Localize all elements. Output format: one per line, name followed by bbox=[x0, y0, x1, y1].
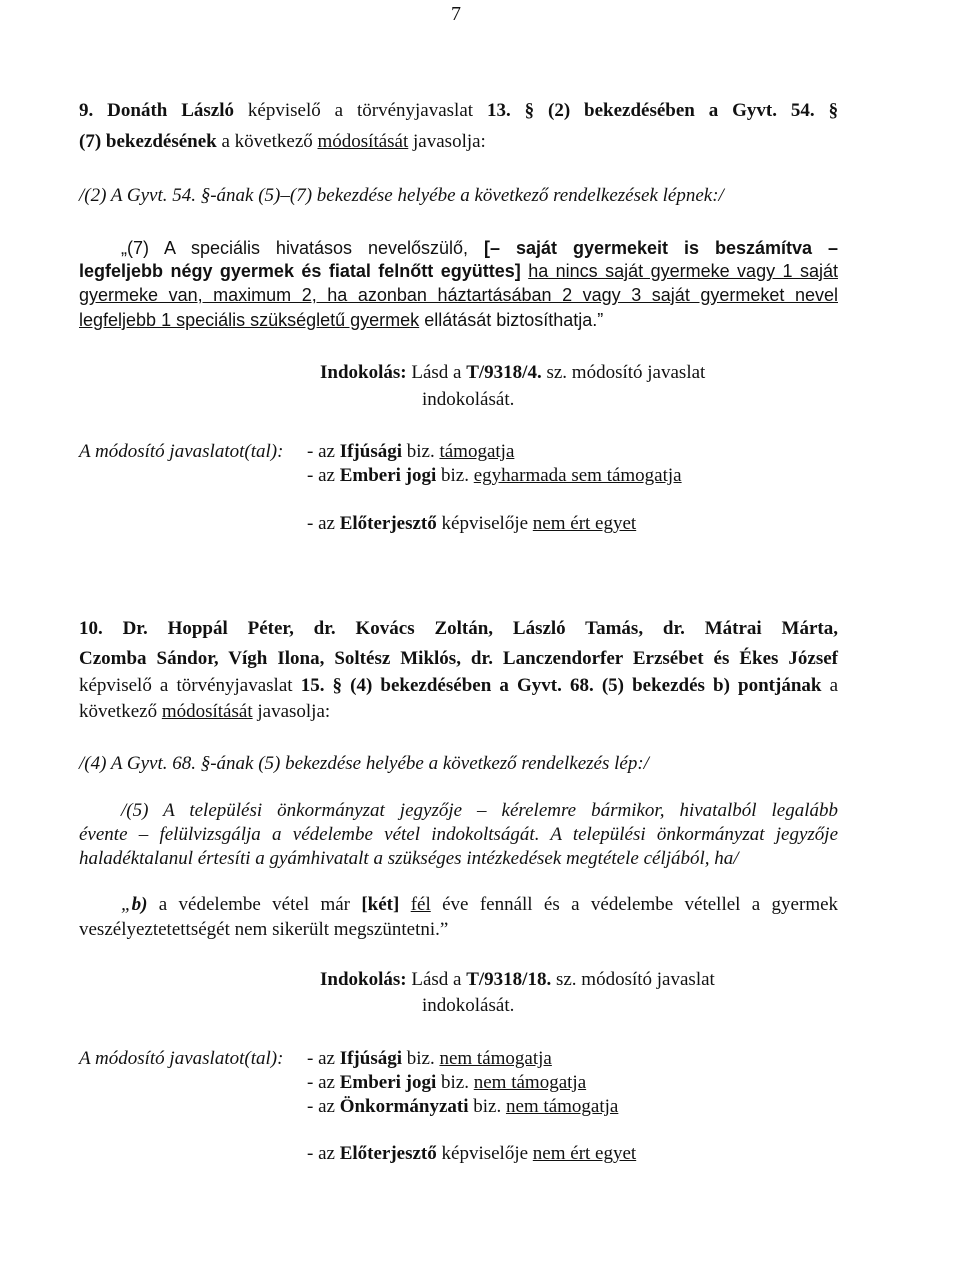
committee-suffix: biz. bbox=[406, 1048, 435, 1069]
reasoning bbox=[320, 361, 705, 385]
committee-name: Önkormányzati bbox=[339, 1096, 469, 1117]
amendment-10-heading-line2: Czomba Sándor, Vígh Ilona, Soltész Miklós, dr. Lanczendorfer Erzsébet és Ékes József bbox=[79, 648, 838, 669]
committee-name: Ifjúsági bbox=[339, 441, 402, 462]
presenter-name: Előterjesztő bbox=[339, 1143, 437, 1164]
text-segment: [két] bbox=[361, 894, 400, 915]
heading-text: a bbox=[829, 675, 839, 696]
heading-text: módosítását bbox=[161, 701, 253, 722]
amendment-10-italic-line1: /(5) A települési önkormányzat jegyzője – kérelemre bármikor, hivatalból legalább bbox=[121, 800, 838, 821]
heading-text: javasolja: bbox=[257, 701, 331, 722]
text-segment: b) bbox=[131, 894, 148, 915]
amendment-10-intro: /(4) A Gyvt. 68. §-ának (5) bekezdése helyébe a következő rendelkezés lép:/ bbox=[79, 753, 649, 774]
reasoning-text: sz. módosító javaslat bbox=[546, 362, 706, 383]
reasoning-text: Lásd a bbox=[411, 362, 462, 383]
amendment-9-text-line1 bbox=[121, 236, 838, 260]
heading-ref: § bbox=[828, 100, 839, 121]
committee-status: nem támogatja bbox=[439, 1048, 552, 1069]
amendment-10-quote-line1 bbox=[121, 893, 838, 917]
amendment-9-heading-line1 bbox=[79, 99, 838, 123]
amendment-10-italic-line2: évente – felülvizsgálja a védelembe vétel indokoltságát. A települési önkormányzat jegyzője bbox=[79, 824, 838, 845]
reasoning-doc: T/9318/18. bbox=[466, 969, 552, 990]
heading-ref: 13. bbox=[486, 100, 511, 121]
text-segment: legfeljebb 1 speciális szükségletű gyermek bbox=[79, 310, 420, 330]
presenter-opinion bbox=[307, 1142, 636, 1166]
amendment-9-intro: /(2) A Gyvt. 54. §-ának (5)–(7) bekezdése helyébe a következő rendelkezések lépnek:/ bbox=[79, 185, 724, 206]
committee-prefix: - az bbox=[307, 1048, 335, 1069]
amendment-10-italic-line3: haladéktalanul értesíti a gyámhivatalt a szükséges intézkedések megtétele céljából, ha/ bbox=[79, 848, 739, 869]
committee-opinion bbox=[307, 1071, 586, 1095]
committee-status: támogatja bbox=[439, 441, 515, 462]
presenter-suffix: képviselője bbox=[441, 1143, 529, 1164]
presenter-prefix: - az bbox=[307, 1143, 335, 1164]
heading-text: képviselő a törvényjavaslat bbox=[247, 100, 474, 121]
presenter-status: nem ért egyet bbox=[532, 513, 637, 534]
reasoning-label: Indokolás: bbox=[320, 362, 407, 383]
committee-prefix: - az bbox=[307, 441, 335, 462]
heading-text: képviselő a törvényjavaslat bbox=[79, 675, 293, 696]
committee-prefix: - az bbox=[307, 1072, 335, 1093]
page-number: 7 bbox=[451, 3, 461, 25]
committee-suffix: biz. bbox=[441, 1072, 469, 1093]
committee-status: egyharmada sem támogatja bbox=[473, 465, 682, 486]
presenter-name: Előterjesztő bbox=[339, 513, 437, 534]
heading-text: javasolja: bbox=[413, 131, 486, 152]
committee-name: Emberi jogi bbox=[339, 1072, 437, 1093]
heading-text: a következő bbox=[221, 131, 313, 152]
committee-suffix: biz. bbox=[406, 441, 435, 462]
amendment-10-heading-line3 bbox=[79, 674, 838, 698]
presenter-status: nem ért egyet bbox=[532, 1143, 637, 1164]
committee-prefix: - az bbox=[307, 1096, 335, 1117]
reasoning bbox=[320, 968, 715, 992]
committee-opinion bbox=[307, 464, 682, 488]
amendment-9-heading-line2 bbox=[79, 130, 486, 154]
text-segment: ellátását biztosíthatja.” bbox=[424, 310, 604, 330]
committee-suffix: biz. bbox=[473, 1096, 502, 1117]
heading-ref: § (2) bekezdésében a Gyvt. 54. bbox=[524, 100, 815, 121]
reasoning-continued: indokolását. bbox=[422, 389, 515, 410]
committee-status: nem támogatja bbox=[505, 1096, 619, 1117]
text-segment: a védelembe vétel már bbox=[158, 894, 350, 915]
amendment-10-heading-line4 bbox=[79, 700, 330, 724]
amendment-10-quote-line2: veszélyeztetettségét nem sikerült megszüntetni.” bbox=[79, 919, 449, 940]
committee-suffix: biz. bbox=[441, 465, 469, 486]
text-segment: [– saját gyermekeit is beszámítva – bbox=[484, 238, 838, 258]
amendment-number: 9. bbox=[79, 100, 94, 121]
reasoning-text: sz. módosító javaslat bbox=[555, 969, 715, 990]
text-segment: „(7) A speciális hivatásos nevelőszülő bbox=[121, 238, 464, 258]
committee-status: nem támogatja bbox=[473, 1072, 587, 1093]
text-segment: fél bbox=[410, 894, 431, 915]
reasoning-continued: indokolását. bbox=[422, 995, 515, 1016]
reasoning-text: Lásd a bbox=[411, 969, 462, 990]
committee-opinion bbox=[307, 440, 514, 464]
text-segment: éve fennáll és a védelembe vétellel a gyermek bbox=[442, 894, 839, 915]
text-segment: , bbox=[463, 238, 469, 258]
committees-label: A módosító javaslatot(tal): bbox=[79, 441, 284, 462]
reasoning-label: Indokolás: bbox=[320, 969, 407, 990]
amendment-10-heading-line1: 10. Dr. Hoppál Péter, dr. Kovács Zoltán, László Tamás, dr. Mátrai Márta, bbox=[79, 618, 838, 639]
heading-ref: (7) bekezdésének bbox=[79, 131, 217, 152]
amendment-9-text-line2 bbox=[79, 259, 838, 283]
amendment-9-text-line4 bbox=[79, 308, 603, 332]
text-segment: ha nincs saját gyermeke vagy 1 saját bbox=[528, 261, 838, 281]
presenter-prefix: - az bbox=[307, 513, 335, 534]
amendment-9-text-line3: gyermeke van, maximum 2, ha azonban háztartásában 2 vagy 3 saját gyermeket nevel bbox=[79, 285, 838, 305]
presenter-opinion bbox=[307, 512, 636, 536]
text-segment: „ bbox=[121, 894, 132, 915]
committee-opinion bbox=[307, 1047, 552, 1071]
heading-text: következő bbox=[79, 701, 158, 722]
amendment-author: Donáth László bbox=[107, 100, 235, 121]
heading-ref: 15. § (4) bekezdésében a Gyvt. 68. (5) bekezdés b) pontjának bbox=[300, 675, 822, 696]
heading-text: módosítását bbox=[317, 131, 409, 152]
committee-name: Ifjúsági bbox=[339, 1048, 402, 1069]
presenter-suffix: képviselője bbox=[441, 513, 529, 534]
text-segment: legfeljebb négy gyermek és fiatal felnőtt együttes] bbox=[79, 261, 521, 281]
committee-name: Emberi jogi bbox=[339, 465, 437, 486]
committees-label: A módosító javaslatot(tal): bbox=[79, 1048, 284, 1069]
committee-opinion bbox=[307, 1095, 618, 1119]
reasoning-doc: T/9318/4. bbox=[466, 362, 542, 383]
committee-prefix: - az bbox=[307, 465, 335, 486]
